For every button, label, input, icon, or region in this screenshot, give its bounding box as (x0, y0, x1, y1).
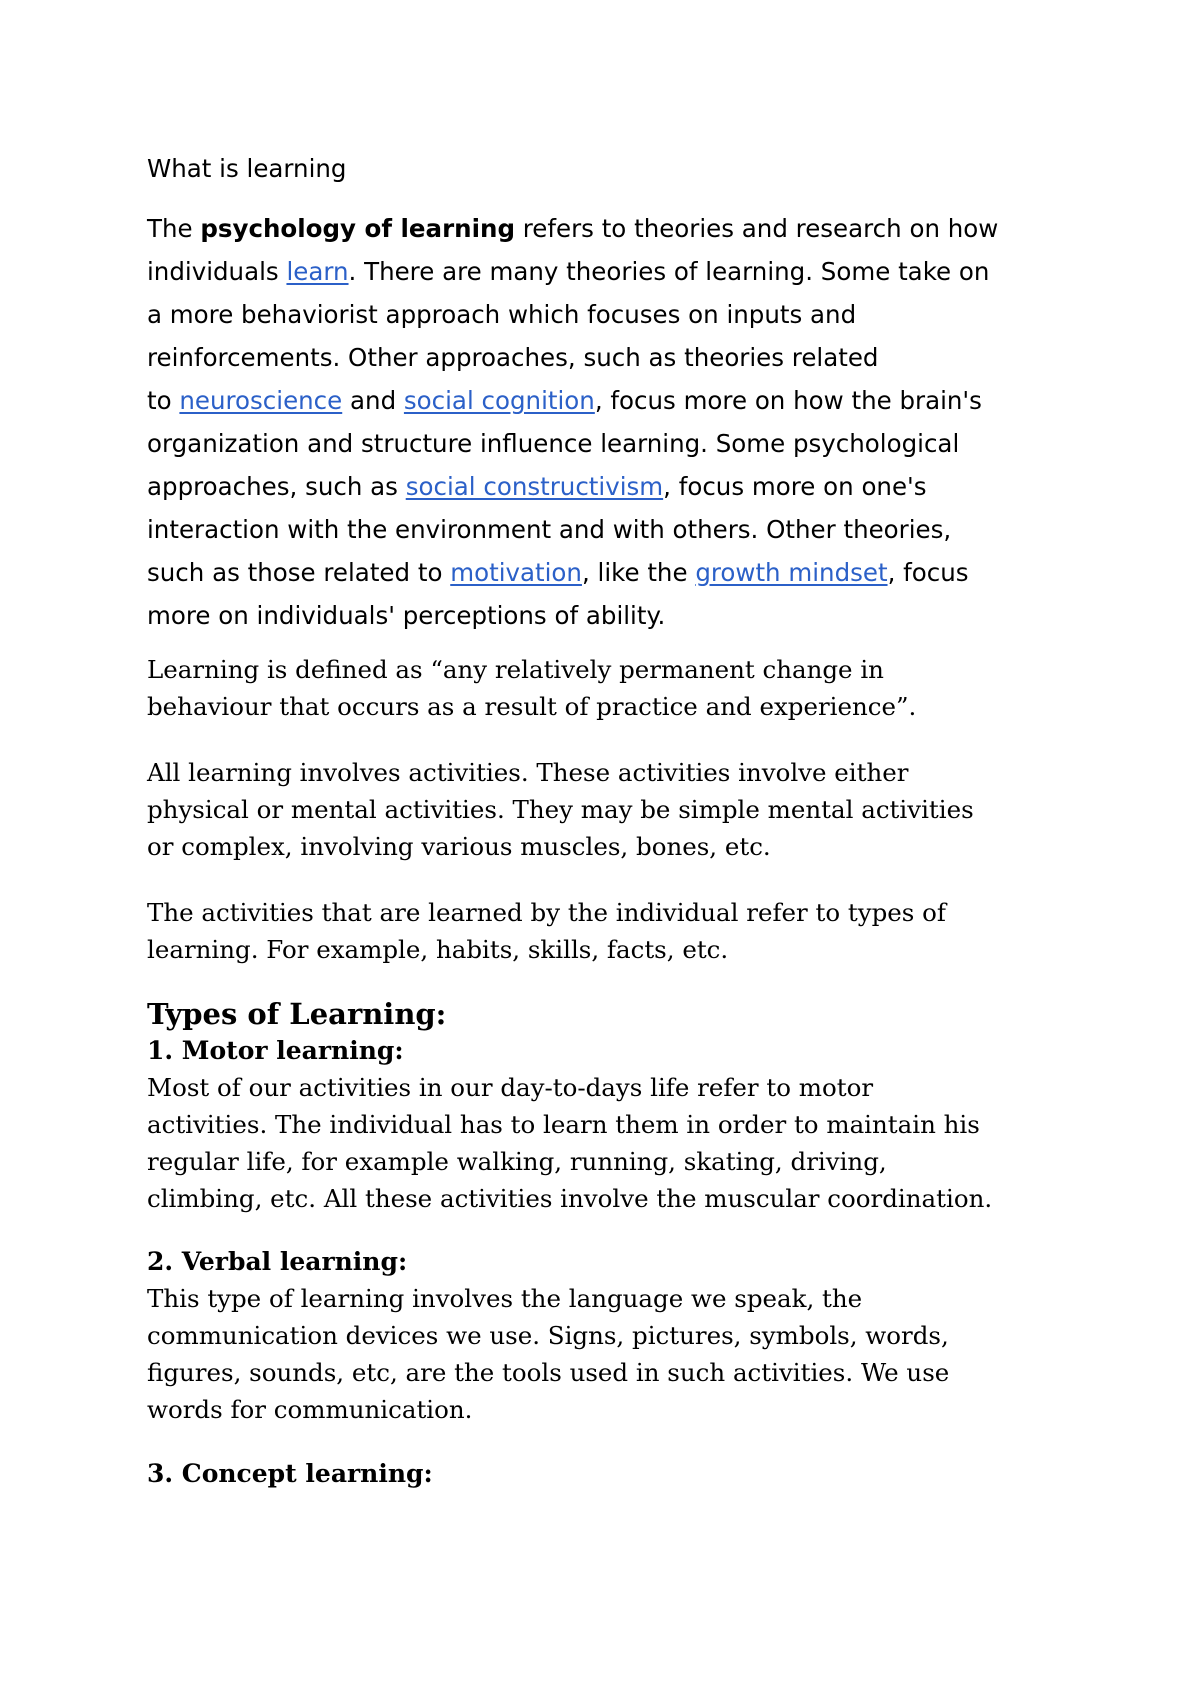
types-intro-line: learning. For example, habits, skills, facts, etc. (147, 935, 729, 964)
verbal-learning-body (147, 1280, 1067, 1428)
activities-line: physical or mental activities. They may be simple mental activities (147, 795, 974, 824)
intro-line-7 (147, 465, 1067, 508)
intro-text: to (147, 386, 180, 415)
activities-line: All learning involves activities. These activities involve either (147, 758, 909, 787)
verbal-line: figures, sounds, etc, are the tools used in such activities. We use (147, 1358, 950, 1387)
learn-link[interactable]: learn (286, 257, 349, 286)
types-intro-line: The activities that are learned by the individual refer to types of (147, 898, 946, 927)
social-cognition-link[interactable]: social cognition (403, 386, 595, 415)
intro-text: , like the (581, 558, 696, 587)
types-of-learning-heading: Types of Learning: (147, 997, 447, 1031)
intro-line-10: more on individuals' perceptions of ability. (147, 601, 666, 630)
psychology-of-learning-term: psychology of learning (200, 214, 515, 243)
definition-paragraph (147, 651, 1067, 725)
intro-text: , focus more on how the brain's (594, 386, 982, 415)
social-constructivism-link[interactable]: social constructivism (405, 472, 664, 501)
motor-line: activities. The individual has to learn them in order to maintain his (147, 1110, 980, 1139)
neuroscience-link[interactable]: neuroscience (179, 386, 343, 415)
intro-paragraph (147, 207, 1067, 637)
intro-line-3: a more behaviorist approach which focuses on inputs and (147, 300, 857, 329)
motor-line: climbing, etc. All these activities involve the muscular coordination. (147, 1184, 993, 1213)
verbal-learning-section (147, 1243, 1067, 1428)
intro-text: and (342, 386, 404, 415)
growth-mindset-link[interactable]: growth mindset (695, 558, 888, 587)
motor-learning-section (147, 1032, 1067, 1217)
activities-line: or complex, involving various muscles, bones, etc. (147, 832, 771, 861)
intro-text: approaches, such as (147, 472, 406, 501)
intro-text: The (147, 214, 201, 243)
intro-text: refers to theories and research on how (514, 214, 999, 243)
motor-line: regular life, for example walking, running, skating, driving, (147, 1147, 887, 1176)
motor-line: Most of our activities in our day-to-days life refer to motor (147, 1073, 874, 1102)
verbal-line: words for communication. (147, 1395, 473, 1424)
intro-line-9 (147, 551, 1067, 594)
intro-line-8: interaction with the environment and with others. Other theories, (147, 515, 952, 544)
verbal-learning-heading: 2. Verbal learning: (147, 1247, 408, 1276)
intro-line-4: reinforcements. Other approaches, such as theories related (147, 343, 879, 372)
intro-text: such as those related to (147, 558, 451, 587)
intro-text: individuals (147, 257, 287, 286)
verbal-line: This type of learning involves the language we speak, the (147, 1284, 863, 1313)
definition-line: Learning is defined as “any relatively permanent change in (147, 655, 884, 684)
document-title: What is learning (147, 154, 347, 183)
motor-learning-heading: 1. Motor learning: (147, 1036, 404, 1065)
intro-line-5 (147, 379, 1067, 422)
concept-learning-heading: 3. Concept learning: (147, 1459, 433, 1488)
motor-learning-body (147, 1069, 1067, 1217)
motivation-link[interactable]: motivation (450, 558, 582, 587)
intro-text: . There are many theories of learning. Some take on (348, 257, 990, 286)
verbal-line: communication devices we use. Signs, pictures, symbols, words, (147, 1321, 949, 1350)
types-intro-paragraph (147, 894, 1067, 968)
activities-paragraph (147, 754, 1067, 865)
intro-text: , focus (887, 558, 969, 587)
intro-line-6: organization and structure influence learning. Some psychological (147, 429, 960, 458)
definition-line: behaviour that occurs as a result of practice and experience”. (147, 692, 917, 721)
intro-line-2 (147, 250, 1067, 293)
intro-text: , focus more on one's (663, 472, 927, 501)
intro-line-1 (147, 207, 1067, 250)
